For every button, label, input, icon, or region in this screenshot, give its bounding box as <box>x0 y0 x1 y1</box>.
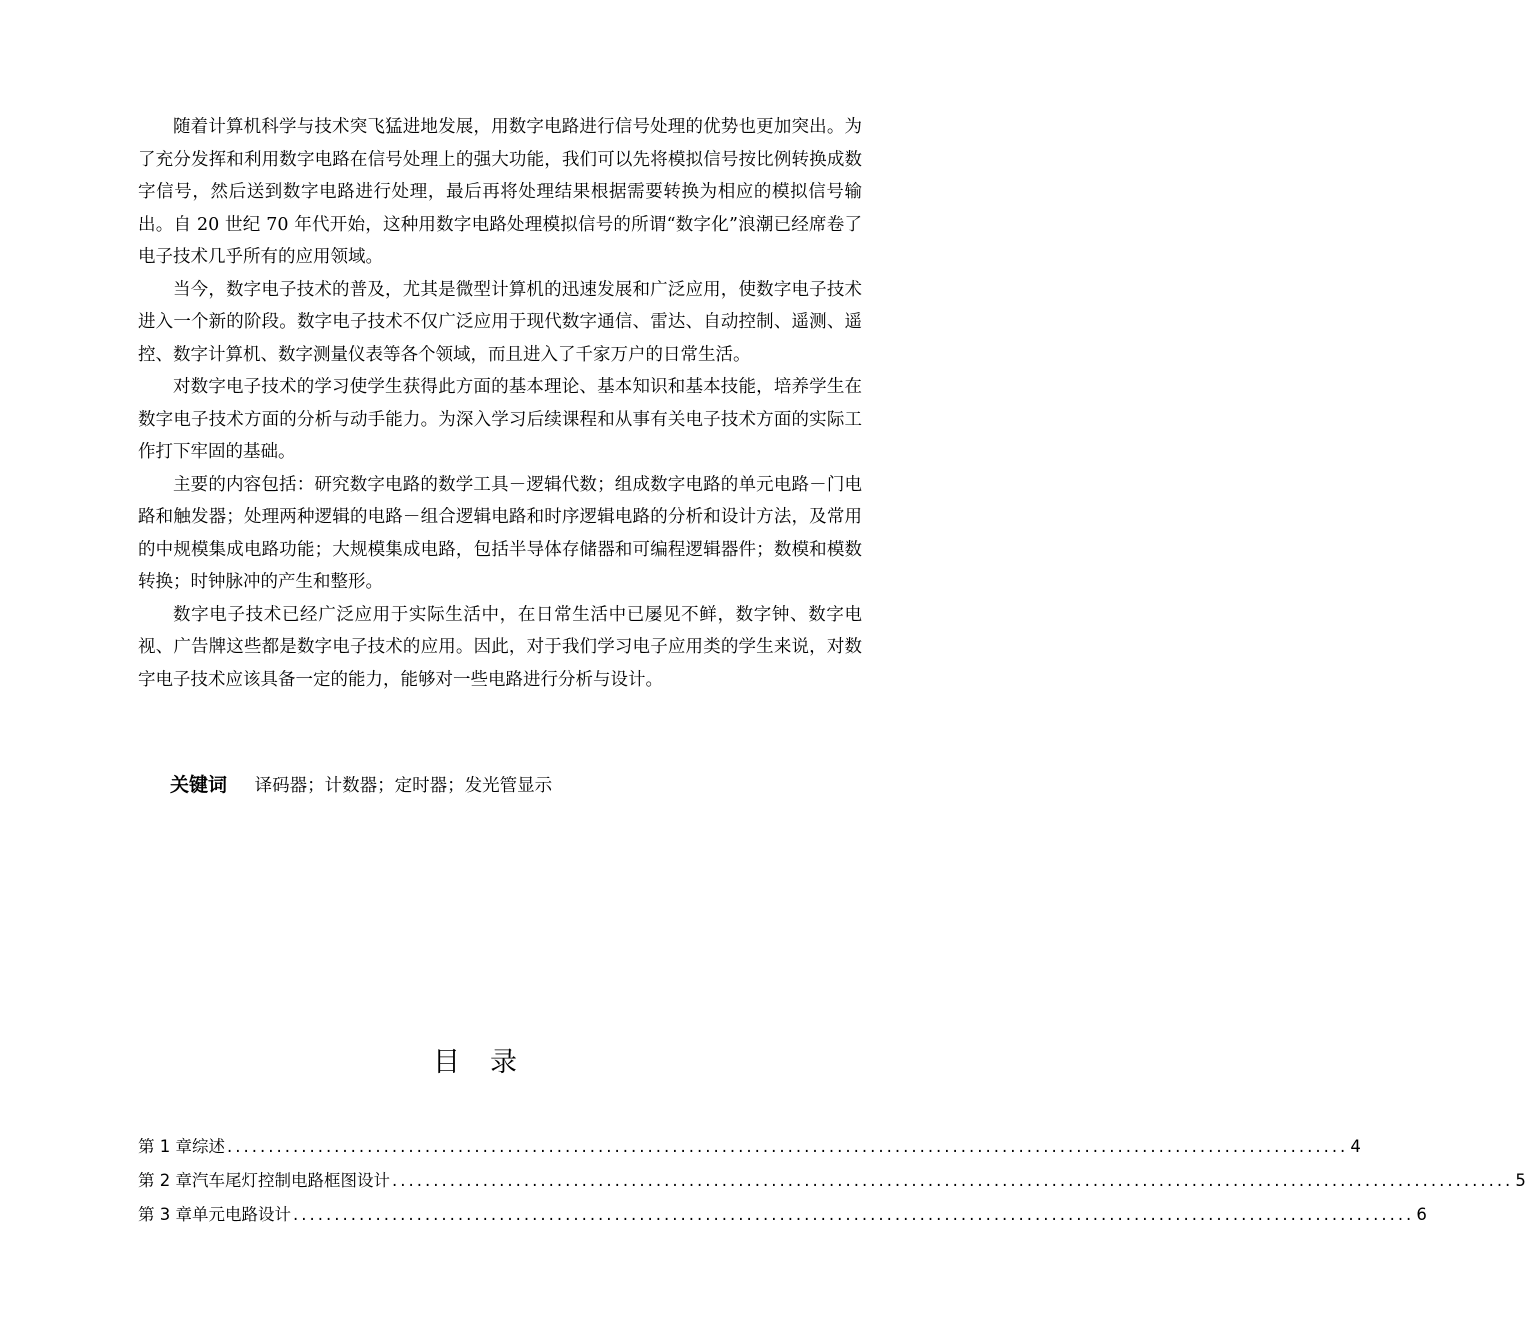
toc-chapter-number: 第 1 章 <box>138 1137 192 1156</box>
abstract-paragraph: 对数字电子技术的学习使学生获得此方面的基本理论、基本知识和基本技能，培养学生在数字电子技术方面的分析与动手能力。为深入学习后续课程和从事有关电子技术方面的实际工作打下牢固的基础。 <box>138 377 862 462</box>
toc-chapter-number: 第 2 章 <box>138 1171 192 1190</box>
toc-leader-dots: ........................................................................................................................................ <box>227 1137 1349 1156</box>
abstract-paragraph: 主要的内容包括：研究数字电路的数学工具－逻辑代数；组成数字电路的单元电路－门电路和触发器；处理两种逻辑的电路－组合逻辑电路和时序逻辑电路的分析和设计方法，及常用的中规模集成电路功能；大规模集成电路，包括半导体存储器和可编程逻辑器件；数模和模数转换；时钟脉冲的产生和整形。 <box>138 474 862 592</box>
abstract-paragraph: 当今，数字电子技术的普及，尤其是微型计算机的迅速发展和广泛应用，使数字电子技术进入一个新的阶段。数字电子技术不仅广泛应用于现代数字通信、雷达、自动控制、遥测、遥控、数字计算机、数字测量仪表等各个领域，而且进入了千家万户的日常生活。 <box>138 279 862 365</box>
toc-entry[interactable] <box>138 1167 1526 1201</box>
toc-chapter-title: 综述 <box>192 1137 225 1156</box>
toc-page-number: 6 <box>1416 1205 1427 1224</box>
table-of-contents <box>138 1133 1526 1235</box>
abstract-body <box>138 111 862 696</box>
toc-chapter-number: 第 3 章 <box>138 1205 192 1224</box>
toc-title: 目录 <box>433 1047 547 1078</box>
toc-page-number: 5 <box>1515 1171 1526 1190</box>
abstract-paragraph: 数字电子技术已经广泛应用于实际生活中，在日常生活中已屡见不鲜，数字钟、数字电视、广告牌这些都是数字电子技术的应用。因此，对于我们学习电子应用类的学生来说，对数字电子技术应该具备一定的能力，能够对一些电路进行分析与设计。 <box>138 604 862 690</box>
abstract-paragraph: 随着计算机科学与技术突飞猛进地发展，用数字电路进行信号处理的优势也更加突出。为了充分发挥和利用数字电路在信号处理上的强大功能，我们可以先将模拟信号按比例转换成数字信号，然后送到数字电路进行处理，最后再将处理结果根据需要转换为相应的模拟信号输出。自 20 世纪 70 年代开始，这种用数字电路处理模拟信号的所谓“数字化”浪潮已经席卷了电子技术几乎所有的应用领域。 <box>138 117 862 267</box>
keywords-label: 关键词 <box>170 774 228 796</box>
toc-leader-dots: ........................................................................................................................................ <box>392 1171 1514 1190</box>
toc-leader-dots: ........................................................................................................................................ <box>293 1205 1415 1224</box>
toc-entry[interactable] <box>138 1133 1361 1167</box>
keywords-line <box>170 770 552 801</box>
toc-entry[interactable] <box>138 1201 1427 1235</box>
keywords-value: 译码器；计数器；定时器；发光管显示 <box>254 776 553 796</box>
toc-chapter-title: 单元电路设计 <box>192 1205 291 1224</box>
toc-chapter-title: 汽车尾灯控制电路框图设计 <box>192 1171 390 1190</box>
toc-page-number: 4 <box>1350 1137 1361 1156</box>
